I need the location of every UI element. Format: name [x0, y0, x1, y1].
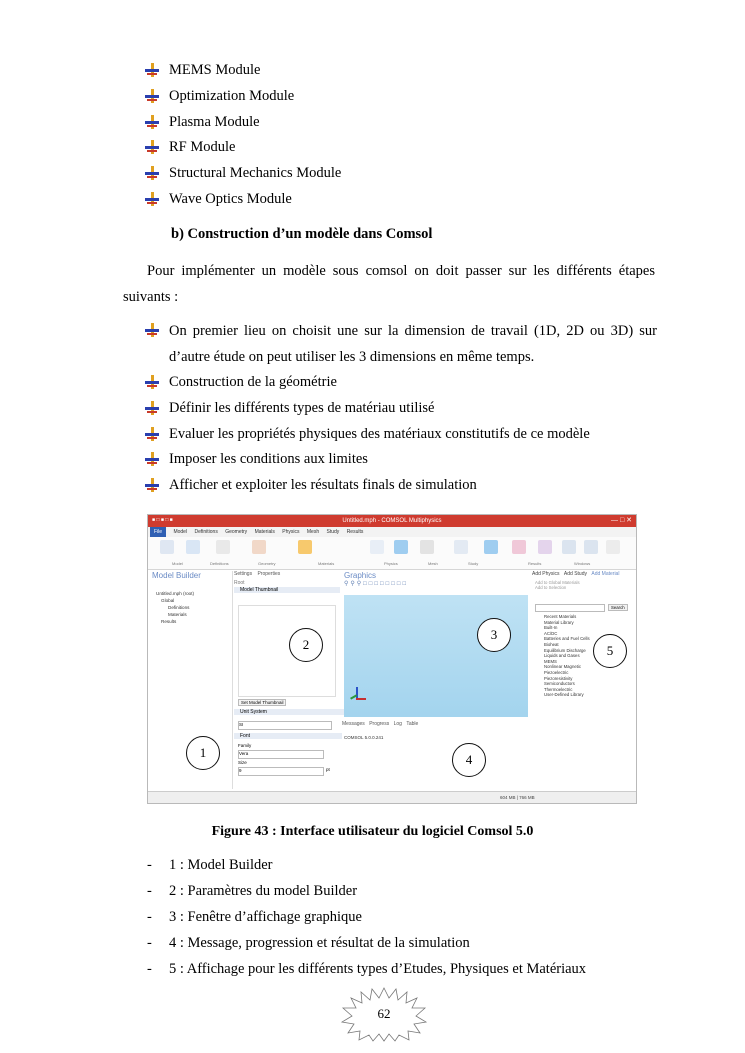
settings-panel [234, 571, 340, 789]
family-select[interactable]: Vera [238, 750, 324, 759]
list-item: RF Module [145, 135, 341, 161]
tree-item[interactable]: Piezoelectric [544, 669, 569, 675]
tree-item[interactable]: Liquids and Gases [544, 653, 580, 659]
tree-item[interactable]: Materials [168, 612, 187, 617]
list-item: - 2 : Paramètres du model Builder [147, 883, 358, 899]
tree-item[interactable]: Untitled.mph (root) [156, 591, 195, 596]
list-item: Evaluer les propriétés physiques des matériaux constitutifs de ce modèle [145, 422, 657, 448]
section-heading: b) Construction d’un modèle dans Comsol [171, 226, 433, 242]
window-titlebar: ■ □ ■ □ ■ Untitled.mph - COMSOL Multiphysics — □ ✕ [148, 515, 636, 527]
memory-status: 604 MB | 766 MB [500, 795, 535, 800]
settings-tabs [234, 571, 340, 577]
bullet-cross-icon [145, 192, 159, 206]
list-item: - 3 : Fenêtre d’affichage graphique [147, 909, 362, 925]
model-libraries-icon[interactable] [562, 540, 576, 554]
tree-item[interactable]: MEMS [544, 658, 557, 664]
bullet-cross-icon [145, 140, 159, 154]
figure-caption: Figure 43 : Interface utilisateur du logiciel Comsol 5.0 [211, 824, 534, 839]
tab-table[interactable]: Table [406, 721, 419, 727]
tree-item[interactable]: Bioheat [544, 641, 559, 647]
tree-item[interactable]: User-Defined Library [544, 692, 584, 698]
steps-list [145, 318, 657, 499]
callout-3: 3 [477, 618, 511, 652]
bullet-cross-icon [145, 375, 159, 389]
page-number-badge [340, 986, 428, 1042]
list-item: Imposer les conditions aux limites [145, 447, 657, 473]
bullet-cross-icon [145, 478, 159, 492]
messages-tabs [342, 721, 530, 727]
tree-item[interactable]: Piezoresistivity [544, 675, 573, 681]
list-item: - 1 : Model Builder [147, 857, 273, 873]
ribbon-group-label: Geometry [258, 561, 276, 566]
tab-physics[interactable]: Physics [282, 529, 300, 535]
bullet-cross-icon [145, 323, 159, 337]
tree-item[interactable]: Equilibrium Discharge [544, 647, 586, 653]
tab-mesh[interactable]: Mesh [306, 529, 320, 535]
ribbon-group-label: Physics [384, 561, 398, 566]
callout-2: 2 [289, 628, 323, 662]
figure-legend [147, 852, 586, 982]
tree-item[interactable]: Semiconductors [544, 681, 575, 687]
build-mesh-icon[interactable] [420, 540, 434, 554]
add-material-panel [532, 571, 634, 789]
comsol-screenshot [147, 514, 637, 804]
layout-icon[interactable] [606, 540, 620, 554]
model-thumbnail-section[interactable]: Model Thumbnail [234, 587, 340, 593]
ribbon-group-label: Mesh [428, 561, 438, 566]
graphics-header [342, 571, 530, 593]
add-physics-icon[interactable] [394, 540, 408, 554]
callout-4: 4 [452, 743, 486, 777]
tab-add-study[interactable]: Add Study [563, 571, 587, 577]
bullet-cross-icon [145, 427, 159, 441]
model-tree [150, 590, 232, 625]
add-component-icon[interactable] [186, 540, 200, 554]
select-plot-icon[interactable] [512, 540, 526, 554]
more-windows-icon[interactable] [584, 540, 598, 554]
ribbon-group-label: Windows [574, 561, 591, 566]
ribbon-group-label: Model [172, 561, 183, 566]
status-bar [148, 791, 636, 804]
tree-item[interactable]: Batteries and Fuel Cells [544, 636, 590, 642]
list-item: On premier lieu on choisit une sur la dimension de travail (1D, 2D ou 3D) sur d’autre étude on peut utiliser les 3 dimensions en même temps. [145, 318, 657, 370]
unit-system-select[interactable]: SI [238, 721, 332, 730]
tab-study[interactable]: Study [326, 529, 340, 535]
list-item: Construction de la géométrie [145, 370, 657, 396]
bullet-cross-icon [145, 89, 159, 103]
material-tree [544, 614, 590, 698]
tab-messages[interactable]: Messages [342, 721, 365, 727]
list-item: Plasma Module [145, 110, 341, 136]
model-builder-title: Model Builder [152, 571, 201, 580]
unit-system-section[interactable]: Unit System [234, 709, 346, 715]
list-item: Structural Mechanics Module [145, 161, 341, 187]
list-item: MEMS Module [145, 58, 341, 84]
tab-settings[interactable]: Settings [234, 571, 253, 577]
ribbon-group-label: Results [528, 561, 542, 566]
tree-item[interactable]: AC/DC [544, 630, 558, 636]
graphics-title: Graphics [344, 571, 377, 580]
messages-text: COMSOL 5.0.0.241 [344, 735, 384, 740]
size-label: Size [238, 760, 247, 765]
tab-model[interactable]: Model [173, 529, 188, 535]
tab-materials[interactable]: Materials [254, 529, 275, 535]
parameters-icon[interactable] [216, 540, 230, 554]
callout-5: 5 [593, 634, 627, 668]
tree-item[interactable]: Definitions [168, 605, 190, 610]
font-section[interactable]: Font [234, 733, 346, 739]
add-plot-group-icon[interactable] [538, 540, 552, 554]
compute-icon[interactable] [454, 540, 468, 554]
add-study-icon[interactable] [484, 540, 498, 554]
list-item: Optimization Module [145, 84, 341, 110]
tab-file[interactable]: File [150, 527, 166, 537]
family-label: Family [238, 743, 252, 748]
tree-item[interactable]: Material Library [544, 619, 574, 625]
bullet-cross-icon [145, 63, 159, 77]
add-tabs [532, 571, 634, 577]
modules-list [145, 58, 341, 213]
component-icon[interactable] [160, 540, 174, 554]
bullet-cross-icon [145, 166, 159, 180]
bullet-cross-icon [145, 115, 159, 129]
messages-panel [342, 721, 530, 789]
search-input[interactable] [535, 604, 605, 612]
build-all-icon[interactable] [252, 540, 266, 554]
tree-item[interactable]: Built-In [544, 625, 558, 631]
axis-triad-icon [350, 687, 364, 701]
tree-item[interactable]: Nonlinear Magnetic [544, 664, 582, 670]
graphics-toolbar-icon[interactable]: ⚲⚲⚲□□□□□□□□ [344, 581, 409, 587]
tree-item[interactable]: Thermoelectric [544, 686, 573, 692]
tab-geometry[interactable]: Geometry [225, 529, 248, 535]
tab-log[interactable]: Log [393, 721, 402, 727]
add-material-icon[interactable] [298, 540, 312, 554]
ribbon-group-label: Study [468, 561, 479, 566]
menu-tabs [148, 527, 636, 537]
list-item: - 4 : Message, progression et résultat de la simulation [147, 935, 470, 951]
tab-properties[interactable]: Properties [257, 571, 281, 577]
list-item: Définir les différents types de matériau utilisé [145, 396, 657, 422]
page-number: 62 [377, 1006, 391, 1021]
set-thumbnail-button[interactable]: Set Model Thumbnail [238, 699, 286, 706]
bullet-cross-icon [145, 452, 159, 466]
tree-item[interactable]: Recent Materials [544, 614, 577, 619]
tab-results[interactable]: Results [346, 529, 364, 535]
size-unit: pt [326, 767, 330, 772]
tab-progress[interactable]: Progress [369, 721, 390, 727]
tab-add-physics[interactable]: Add Physics [532, 571, 560, 577]
add-to-selection-link[interactable]: Add to Selection [535, 585, 567, 590]
intro-paragraph: Pour implémenter un modèle sous comsol on doit passer sur les différents étapes suivants : [123, 263, 655, 305]
search-button[interactable]: Search [608, 604, 628, 611]
settings-root: Root [234, 580, 245, 586]
window-controls-icon[interactable]: — □ ✕ [611, 517, 632, 524]
add-to-global-link[interactable]: Add to Global Materials [535, 580, 580, 585]
tree-item[interactable]: Global [161, 598, 175, 603]
size-input[interactable]: 9 [238, 767, 324, 776]
list-item: - 5 : Affichage pour les différents types d’Etudes, Physiques et Matériaux [147, 961, 587, 977]
select-physics-icon[interactable] [370, 540, 384, 554]
ribbon-group-label: Definitions [210, 561, 229, 566]
tab-definitions[interactable]: Definitions [194, 529, 218, 535]
tree-item[interactable]: Results [161, 619, 177, 624]
ribbon-group-label: Materials [318, 561, 335, 566]
window-title: Untitled.mph - COMSOL Multiphysics [342, 518, 442, 524]
bullet-cross-icon [145, 401, 159, 415]
list-item: Afficher et exploiter les résultats finals de simulation [145, 473, 657, 499]
list-item: Wave Optics Module [145, 187, 341, 213]
ribbon-toolbar [148, 537, 636, 570]
tab-add-material[interactable]: Add Material [591, 571, 620, 577]
graphics-canvas[interactable] [344, 595, 528, 717]
callout-1: 1 [186, 736, 220, 770]
